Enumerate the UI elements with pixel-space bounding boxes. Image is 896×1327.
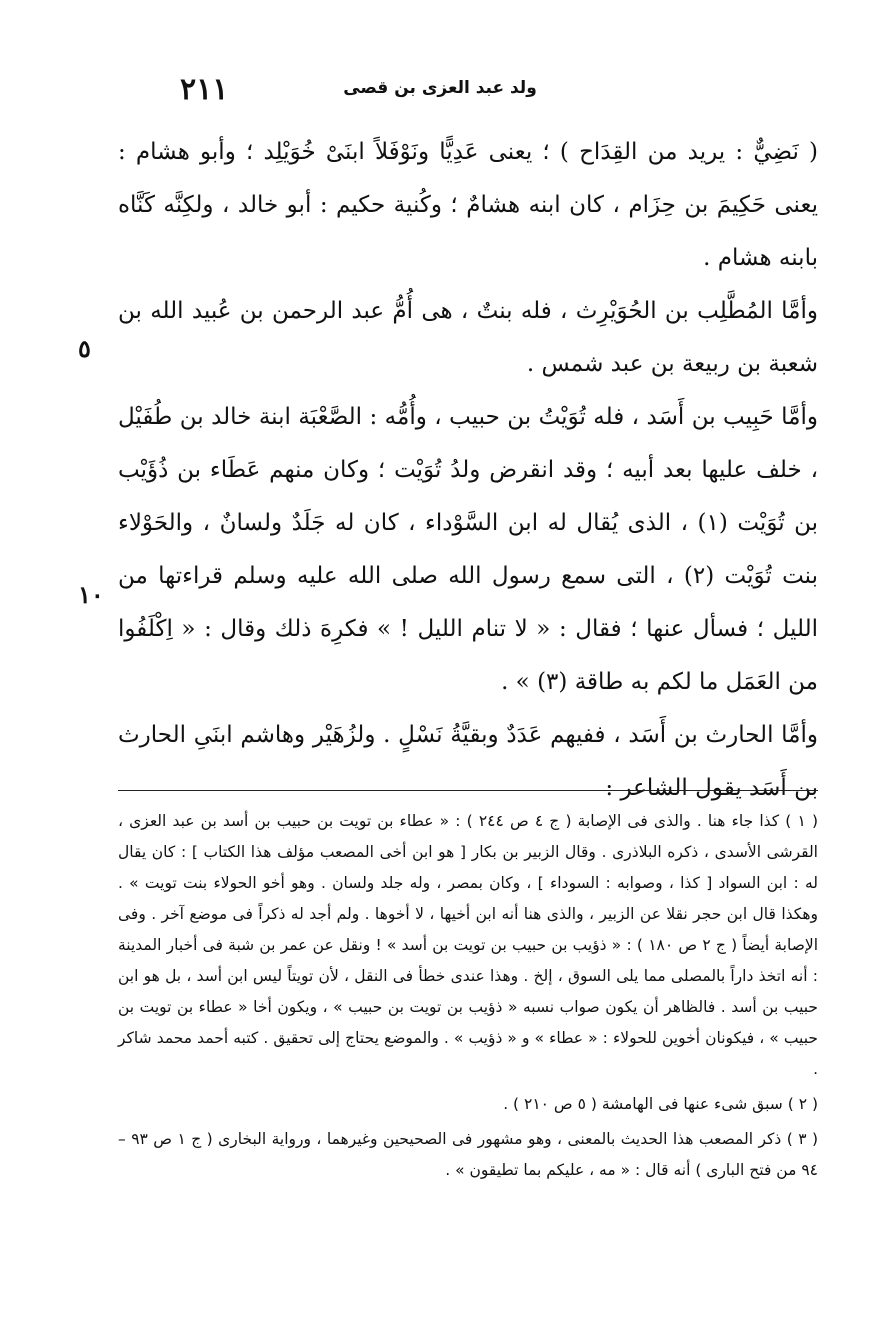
line-number-5: ٥ [78, 334, 91, 363]
running-head [0, 72, 896, 112]
footnote-1: ( ١ ) كذا جاء هنا . والذى فى الإصابة ( ج ٤ ص ٢٤٤ ) : « عطاء بن تويت بن حبيب بن أسد بن عبد العزى ، القرشى الأسدى ، ذكره البلاذرى . وقال الزبير بن بكار [ هو ابن أخى المصعب مؤلف هذا الكتاب ] : كان يقال له : ابن السواد [ كذا ، وصوابه : السوداء ] ، وكان بمصر ، وله جلد ولسان . وهو أخو الحولاء بنت تويت » . وهكذا قال ابن حجر نقلا عن الزبير ، والذى هنا أنه ابن أخيها ، لا أخوها . ولم أجد له ذكراً فى موضع آخر . وفى الإصابة أيضاً ( ج ٢ ص ١٨٠ ) : « ذؤيب بن حبيب بن تويت بن أسد » ! ونقل عن عمر بن شبة فى أخبار المدينة : أنه اتخذ داراً بالمصلى مما يلى السوق ، إلخ . وهذا عندى خطأ فى النقل ، لأن تويتاً ليس ابن أسد ، بل هو ابن حبيب بن أسد . فالظاهر أن يكون صواب نسبه « ذؤيب بن تويت بن حبيب » ، ويكون أخا « عطاء بن تويت بن حبيب » ، فيكونان أخوين للحولاء : « عطاء » و « ذؤيب » . والموضع يحتاج إلى تحقيق . كتبه أحمد محمد شاكر . [118, 812, 819, 1078]
page-number: ٢١١ [180, 72, 229, 107]
footnotes [118, 806, 818, 1190]
footnote-3: ( ٣ ) ذكر المصعب هذا الحديث بالمعنى ، وهو مشهور فى الصحيحين وغيرهما ، ورواية البخارى ( ج ١ ص ٩٣ – ٩٤ من فتح البارى ) أنه قال : « مه ، عليكم بما تطيقون » . [118, 1130, 818, 1179]
footnote-divider [118, 790, 818, 791]
line-number-10: ١٠ [78, 580, 104, 609]
running-title: ولد عبد العزى بن قصى [343, 78, 537, 98]
footnote-2: ( ٢ ) سبق شىء عنها فى الهامشة ( ٥ ص ٢١٠ ) . [503, 1095, 818, 1113]
paragraph: وأمَّا حَبِيب بن أَسَد ، فله تُوَيْتُ بن حبيب ، وأُمُّه : الصَّعْبَة ابنة خالد بن طُفَيْل ، خلف عليها بعد أبيه ؛ وقد انقرض ولدُ تُوَيْت ؛ وكان منهم عَطَاء بن ذُؤَيْب بن تُوَيْت (١) ، الذى يُقال له ابن السَّوْداء ، كان له جَلَدٌ ولسانٌ ، والحَوْلاء بنت تُوَيْت (٢) ، التى سمع رسول الله صلى الله عليه وسلم قراءتها من الليل ؛ فسأل عنها ؛ فقال : « لا تنام الليل ! » فكرِهَ ذلك وقال : « اِكْلَفُوا من العَمَل ما لكم به طاقة (٣) » . [118, 404, 819, 695]
paragraph: وأمَّا المُطَّلِب بن الحُوَيْرِث ، فله بنتٌ ، هى أُمُّ عبد الرحمن بن عُبيد الله بن شعبة بن ربيعة بن عبد شمس . [118, 298, 818, 377]
paragraph: ( نَضِيٌّ : يريد من القِدَاح ) ؛ يعنى عَدِيًّا ونَوْفَلاً ابنَىْ خُوَيْلِد ؛ وأبو هشام : يعنى حَكِيمَ بن حِزَام ، كان ابنه هشامٌ ؛ وكُنية حكيم : أبو خالد ، ولكِنَّه كَنَّاه بابنه هشام . [118, 139, 818, 271]
main-text [118, 126, 818, 815]
paragraph: وأمَّا الحارث بن أَسَد ، ففيهم عَدَدٌ وبقيَّةُ نَسْلٍ . ولزُهَيْر وهاشم ابنَىِ الحارث بن أَسَد يقول الشاعر : [118, 722, 818, 801]
